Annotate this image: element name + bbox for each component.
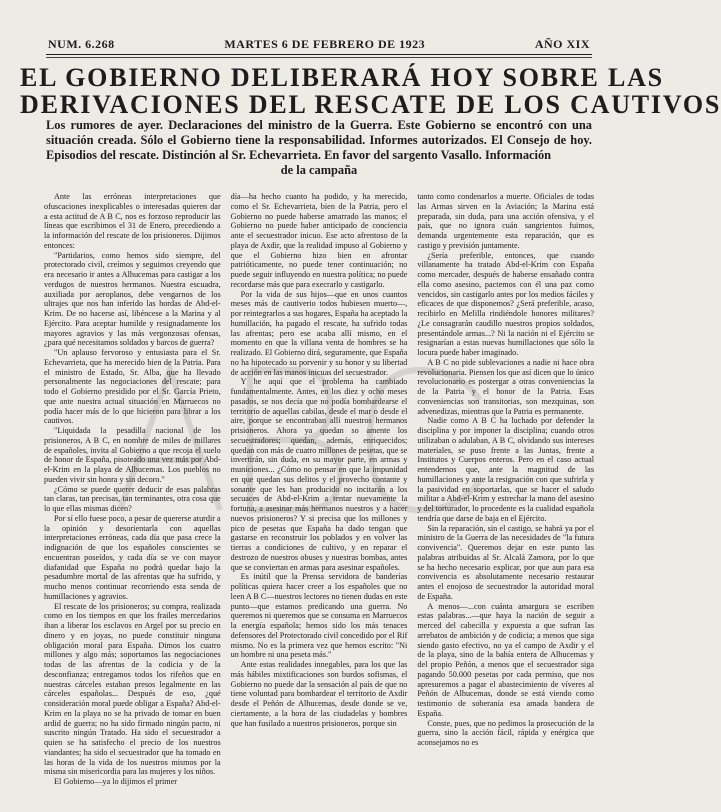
paragraph: Sin la reparación, sin el castigo, se habrá ya por el ministro de la Guerra de las necesidades de "la futura convivencia". Queremos dejar en este punto las palabras atribuidas al Sr. Alcalá Zamora, por lo que se ha hecho necesario explicar, por que aun para esa convivencia es absolutamente necesario restaurar antes el enojoso de secuestrador la autoridad moral de España.: [417, 523, 595, 601]
paragraph: "Liquidada la pesadilla nacional de los prisioneros, A B C, en nombre de miles de millares de españoles, invita al Gobierno a que recoja el suelo de honor de España, pisoteado una vez más por Abd-el-Krim en la playa de Alhucemas. Los pueblos no pueden vivir sin honra y sin decoro.": [44, 426, 221, 484]
headline: [20, 63, 721, 119]
paragraph: Por sí ello fuese poco, a pesar de quererse aturdir a la opinión y desorientarla con aquellas interpretaciones erróneas, cada día que pasa crece la indignación de que los españoles conscientes se encuentran poseídos, y cada día se ve con mayor diafanidad que España no podrá quedar bajo la pesadumbre mortal de las afrentas que ha sufrido, y mucho menos continuar recorriendo esta senda de humillaciones y agravios.: [44, 513, 221, 601]
paragraph: "Un aplauso fervoroso y entusiasta para el Sr. Echevarrieta, que ha merecido bien de la Patria. Para el ministro de Estado, Sr. Alba, que ha llevado personalmente las negociaciones del rescate; para todo el Gobierno presidido por el Sr. García Prieto, que ante nuestra actual situación en Marruecos no podía hacer más de lo que hicieron para librar a los cautivos.: [44, 348, 221, 426]
paragraph: El Gobierno—ya lo dijimos el primer: [54, 777, 178, 786]
paragraph: día—ha hecho cuanto ha podido, y ha merecido, como el Sr. Echevarrieta, bien de la Patria, pero el Gobierno no puede haberse amarrado las manos; el Gobierno no puede haber anticipado de conciencia ante el secuestrador inicuo. Ese acto afrentoso de la playa de Axdir, que la realidad impuso al Gobierno y que el Gobierno hizo bien en afrontar patrióticamente, no puede tener continuación; no puede seguir influyendo en nuestra política; no puede recordarse más que para execrarlo y castigarlo.: [230, 192, 408, 289]
article-column-1: [44, 192, 221, 806]
masthead: [48, 36, 590, 52]
masthead-rule-thin: [46, 57, 592, 58]
paragraph: ¿Cómo se puede querer deducir de esas palabras tan claras, tan precisas, tan terminantes, otra cosa que lo que ellas mismas dicen?: [44, 484, 221, 513]
paragraph: "Partidarios, como hemos sido siempre, del protectorado civil, creímos y seguimos creyendo que era necesario ir antes a Alhucemas para castigar a los verdugos de nuestros hermanos. Nuestra escuadra, auxiliada por aeroplanos, debe vengarnos de los ultrajes que nos han inferido las hordas de Abd-el-Krim. De no hacerse así, libéncese a la Marina y al Ejército. Para aceptar humilde y resignadamente los mayores agravios y las más vergonzosas ofensas, ¿para qué necesitamos soldados y barcos de guerra?: [44, 250, 221, 348]
issue-number: NUM. 6.268: [48, 36, 115, 51]
paragraph: Por la vida de sus hijos—que en unos cuantos meses más de cautiverio todos hubiesen muerto—, por reintegrarlos a sus hogares, España ha aceptado la humillación, ha pagado el rescate, ha sufrido todas las afrentas; pero ese acaba allí mismo, en el momento en que la villana venta de hombres se ha realizado. El Gobierno dirá, seguramente, que España no ha hipotecado su porvenir y su honor y su libertad de acción en las manos inicuas del secuestrador.: [230, 289, 408, 377]
paragraph: Es inútil que la Prensa servidora de banderías políticas quiera hacer creer a los españoles que no leen A B C—nuestros lectores no tienen dudas en este punto—que estamos predicando una guerra. No queremos ni queremos que se consuma en Marruecos la energía española; hemos sido los más tenaces defensores del Protectorado civil concedido por el Rif mismo. No es la primera vez que hemos escrito: "Ni un hombre ni una peseta más.": [230, 572, 408, 660]
article-column-2: [231, 192, 408, 806]
deck-text-end: de la campaña: [280, 163, 358, 177]
masthead-rule: [46, 54, 592, 55]
paragraph: Y he aquí que el problema ha cambiado fundamentalmente. Antes, en los diez y ocho meses pasados, se nos decía que no podía bombardearse el territorio de aquellas cabilas, desde el mar o desde el aire, porque se encontraban allí nuestros hermanos prisioneros. Ahora ya quedan so amente los secuestradores; quedan, además, enriquecidos; quedan con más de cuatro millones de pesetas, que se invertirán, sin duda, en su mayor parte, en armas y municiones... ¿Cómo no pensar en que la impunidad en que quedan sus delitos y el provecho contante y sonante que les han producido no incitarán a los secuaces de Abd-el-Krim a tentar nuevamente la fortuna, a asesinar más hermanos nuestros y a hacer nuevos prisioneros? Y si precisa que los millones y pico de pesetas que España ha dado tengan que gastarse en reconstruir los poblados y en volver las tierras a condiciones de cultivo, y en reparar el destrozo de nuestros obuses y nuestras bombas, antes que se conviertan en armas para asesinar españoles.: [230, 377, 408, 572]
deck-text: Los rumores de ayer. Declaraciones del ministro de la Guerra. Este Gobierno se encontró con una situación creada. Sólo el Gobierno tiene la responsabilidad. Informes autorizados. El Consejo de hoy. Episodios del rescate. Distinción al Sr. Echevarrieta. En favor del sargento Vasallo. Información: [46, 118, 592, 162]
paragraph: Nadie como A B C ha luchado por defender la disciplina y por imponer la disciplina; cuando otros utilizaban o adulaban, A B C, olvidando sus intereses materiales, se puso frente a las Juntas, frente a Institutos y Cuerpos enteros. Pero en el caso actual entendemos que, ante la magnitud de las humillaciones y ante la resignación con que sufrirla y la pasividad en soportarlas, que se hacer el saludo militar a Abd-el-Krim y estrechar la mano del asesino y del torturador, lo procedente es la cualidad española tendría que darse de baja en el Ejército.: [417, 416, 595, 523]
headline-line-2: DERIVACIONES DEL RESCATE DE LOS CAUTIVOS: [20, 90, 721, 119]
paragraph: Conste, pues, que no pedimos la prosecución de la guerra, sino la acción fácil, rápida y enérgica que aconsejamos no es: [417, 718, 595, 747]
paragraph: A menos—...con cuánta amargura se escriben estas palabras...—que haya la nación de seguir a merced del cabecilla y expuesta a que sufran las arrebatos de ambición y de codicia; a menos que siga siendo gasto efectivo, no ya el campo de Axdir y el de la playa, sino de la bahía entera de Alhucemas y del propio Peñón, a menos que el secuestrador siga pagando 50.000 pesetas por cada permiso, que nos apresuremos a pagar el abastecimiento de víveres al Peñón de Alhucemas, donde se está viendo como testimonio de soberanía esa amada bandera de España.: [417, 601, 595, 718]
subheadline-deck: [46, 118, 592, 178]
article-column-3: [417, 192, 594, 806]
paragraph: tanto como condenarlos a muerte. Oficiales de todas las Armas sirven en la Aviación; la Marina está preparada, sin duda, para una acción ofensiva, y el país, que no ignora cuán sangrientos fuimos, demanda urgentemente esta reparación, que es castigo y previsión juntamente.: [417, 192, 595, 250]
issue-year: AÑO XIX: [534, 36, 590, 51]
headline-line-1: EL GOBIERNO DELIBERARÁ HOY SOBRE LAS: [20, 63, 664, 92]
paragraph: A B C no pide sublevaciones a nadie ni hace obra revolucionaria. Piensen los que así dicen que lo único revolucionario es postergar a otras conveniencias la de la Patria y el honor de la Patria. Esas conveniencias son transitorias, son mezquinas, son advenedizas, mientras que la Patria es permanente.: [417, 357, 595, 416]
paragraph: Ante estas realidades innegables, para los que las más hábiles mixtificaciones son burdos sofismas, el Gobierno no puede dar la sensación al país de que no tiene voluntad para bombardear el territorio de Axdir desde el Peñón de Alhucemas, desde donde se ve, ciertamente, a la hora de las ciudadelas y hombres que han fusilado a nuestros prisioneros, porque sin: [230, 660, 408, 728]
article-body: [44, 192, 594, 806]
paragraph: ¿Sería preferible, entonces, que cuando villanamente ha tratado Abd-el-Krim con España como mercader, después de haberse ensañado contra ella como asesino, pactemos con él una paz como vencidos, sin castigarlo antes por los medios fáciles y eficaces de que disponemos? ¿Será preferible, acaso, recibirlo en Melilla rindiéndole honores militares? ¿Le consagrarán caudillo nuestros propios soldados, presentándole armas...? Ni la nación ni el Ejército se resignarían a estas nuevas humillaciones que sólo la locura puede haber imaginado.: [417, 250, 595, 357]
paragraph: El rescate de los prisioneros; su compra, realizada como en los tiempos en que los frailes mercedarios iban a liberar los esclavos en Argel por su precio en dinero y en joyas, no puede constituir ninguna obligación moral para España. Dimos los cuatro millones y algo más; soportamos las negociaciones todas de las afrentas de la codicia y de la desconfianza; entregamos todos los rifeños que en nuestras cárceles estaban presos legalmente en las cárceles españolas... Después de eso, ¿qué consideración moral puede obligar a España? Abd-el-Krim en la playa no se ha privado de tomar en buen ardid de guerra; no ha sido firmado ningún pacto, ni suscrito ningún Tratado. Ha sido el secuestrador a quien se ha satisfecho el precio de los nuestros viandantes; ha sido el secuestrador que ha tomado en las horas de la vida de los nuestros mismos por la misma sin misericordia para las mujeres y los niños.: [44, 601, 221, 777]
issue-date: MARTES 6 DE FEBRERO DE 1923: [224, 36, 426, 51]
paragraph: Ante las erróneas interpretaciones que ofuscaciones inexplicables o interesadas quieren dar a esta actitud de A B C, nos es forzoso reproducir las líneas que escribimos el 31 de Enero, precediendo a la información del rescate de los prisioneros. Dijimos entonces:: [44, 192, 221, 250]
